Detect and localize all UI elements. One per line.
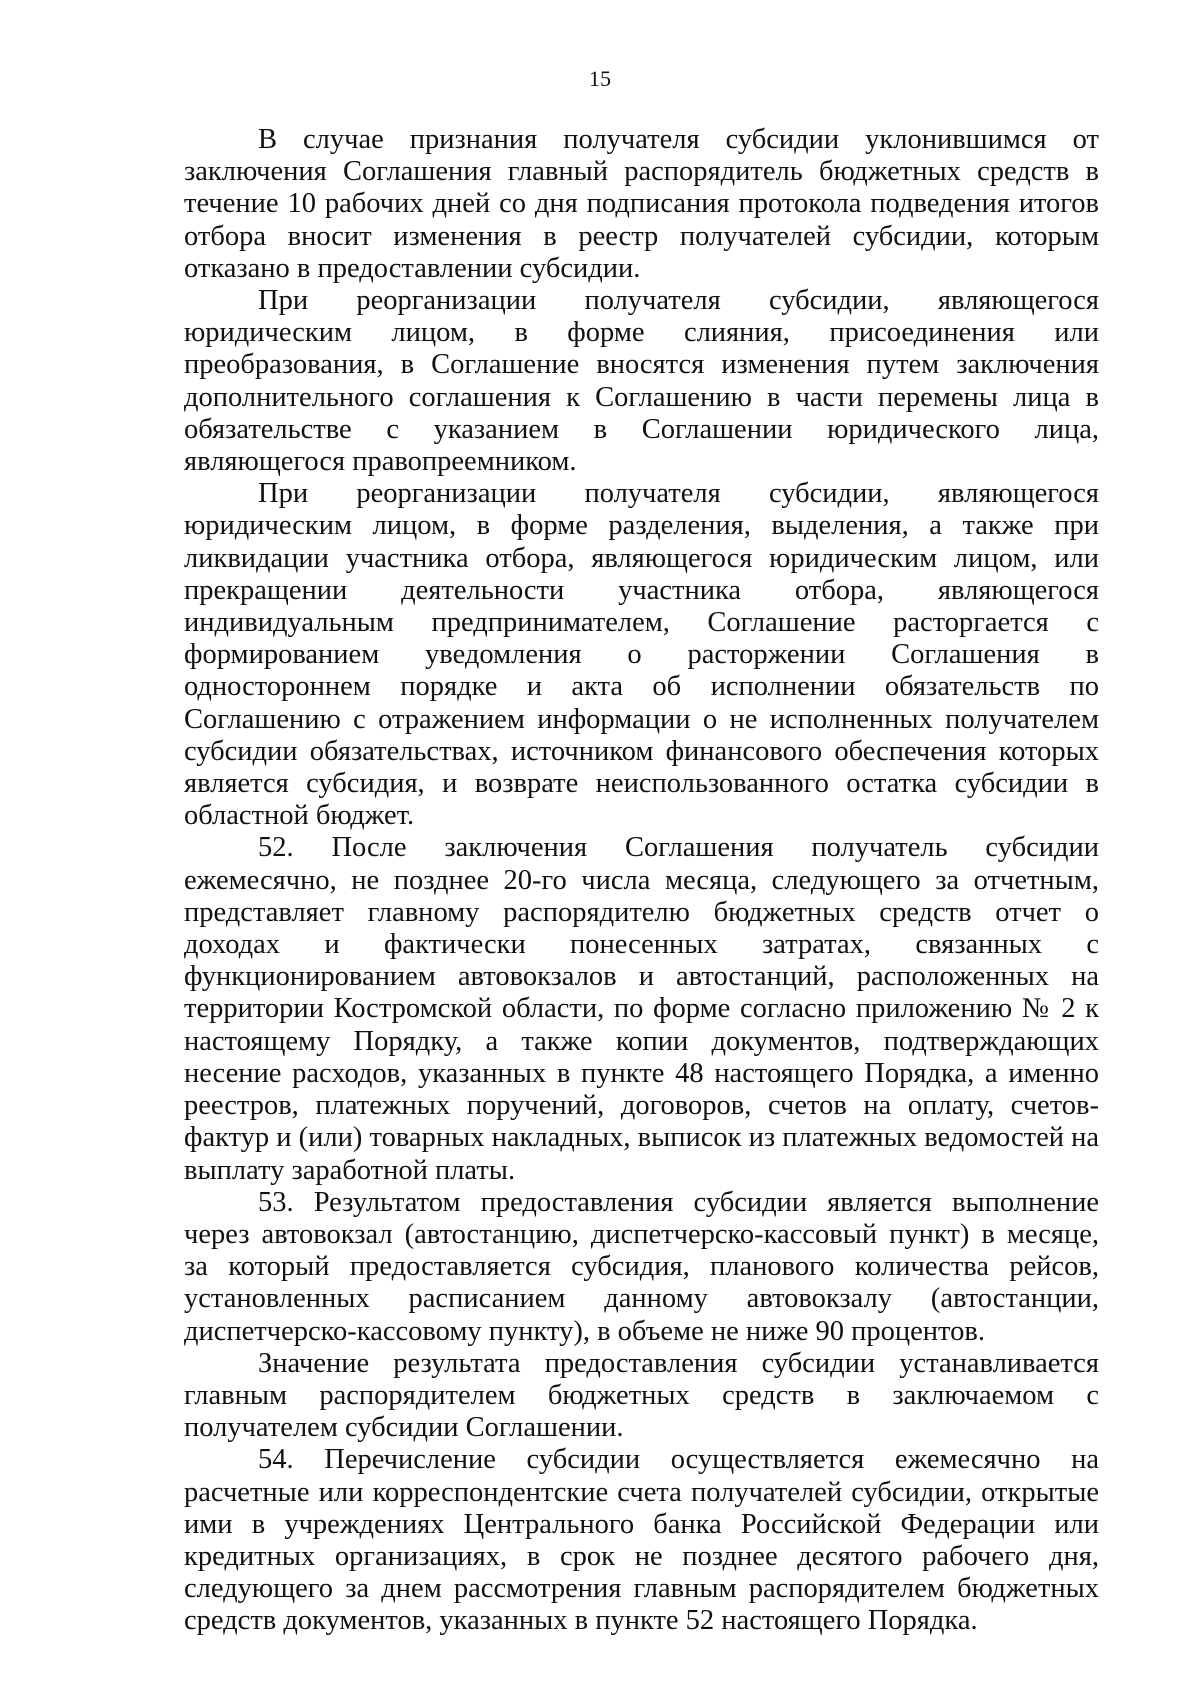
paragraph-item-54: 54. Перечисление субсидии осуществляется ежемесячно на расчетные или корреспондентские счета получателей субсидии, открытые ими в учреждениях Центрального банка Российской Федерации или кредитных организациях, в срок не позднее десятого рабочего дня, следующего за днем рассмотрения главным распорядителем бюджетных средств документов, указанных в пункте 52 настоящего Порядка. — [184, 1444, 1099, 1637]
paragraph-evasion: В случае признания получателя субсидии уклонившимся от заключения Соглашения главный распорядитель бюджетных средств в течение 10 рабочих дней со дня подписания протокола подведения итогов отбора вносит изменения в реестр получателей субсидии, которым отказано в предоставлении субсидии. — [184, 124, 1099, 284]
page-number: 15 — [589, 66, 611, 91]
paragraph-merger-reorganization: При реорганизации получателя субсидии, являющегося юридическим лицом, в форме слияния, присоединения или преобразования, в Соглашение вносятся изменения путем заключения дополнительного соглашения к Соглашению в части перемены лица в обязательстве с указанием в Соглашении юридического лица, являющегося правопреемником. — [184, 285, 1099, 478]
document-body — [184, 124, 1099, 1638]
paragraph-division-liquidation: При реорганизации получателя субсидии, являющегося юридическим лицом, в форме разделения, выделения, а также при ликвидации участника отбора, являющегося юридическим лицом, или прекращении деятельности участника отбора, являющегося индивидуальным предпринимателем, Соглашение расторгается с формированием уведомления о расторжении Соглашения в одностороннем порядке и акта об исполнении обязательств по Соглашению с отражением информации о не исполненных получателем субсидии обязательствах, источником финансового обеспечения которых является субсидия, и возврате неиспользованного остатка субсидии в областной бюджет. — [184, 478, 1099, 832]
paragraph-item-52: 52. После заключения Соглашения получатель субсидии ежемесячно, не позднее 20-го числа месяца, следующего за отчетным, представляет главному распорядителю бюджетных средств отчет о доходах и фактически понесенных затратах, связанных с функционированием автовокзалов и автостанций, расположенных на территории Костромской области, по форме согласно приложению № 2 к настоящему Порядку, а также копии документов, подтверждающих несение расходов, указанных в пункте 48 настоящего Порядка, а именно реестров, платежных поручений, договоров, счетов на оплату, счетов-фактур и (или) товарных накладных, выписок из платежных ведомостей на выплату заработной платы. — [184, 832, 1099, 1186]
paragraph-item-53: 53. Результатом предоставления субсидии является выполнение через автовокзал (автостанцию, диспетчерско-кассовый пункт) в месяце, за который предоставляется субсидия, планового количества рейсов, установленных расписанием данному автовокзалу (автостанции, диспетчерско-кассовому пункту), в объеме не ниже 90 процентов. — [184, 1186, 1099, 1347]
paragraph-result-value: Значение результата предоставления субсидии устанавливается главным распорядителем бюджетных средств в заключаемом с получателем субсидии Соглашении. — [184, 1347, 1099, 1444]
